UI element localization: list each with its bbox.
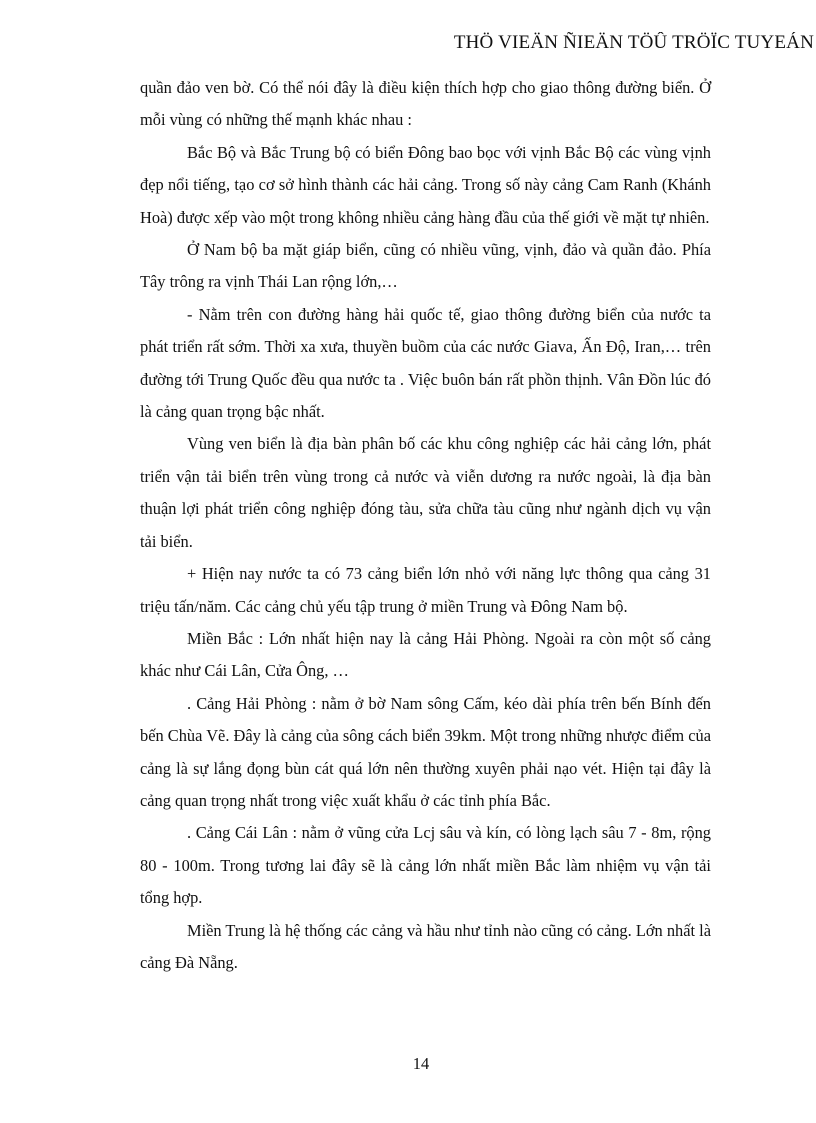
document-body [140,72,711,979]
paragraph: . Cảng Hải Phòng : nằm ở bờ Nam sông Cấm, kéo dài phía trên bến Bính đến bến Chùa Vẽ. Đây là cảng của sông cách biển 39km. Một trong những nhược điểm của cảng là sự lắng đọng bùn cát quá lớn nên thường xuyên phải nạo vét. Hiện tại đây là cảng quan trọng nhất trong việc xuất khẩu ở các tỉnh phía Bắc. [140,693,711,810]
paragraph: quần đảo ven bờ. Có thể nói đây là điều kiện thích hợp cho giao thông đường biển. Ở mỗi vùng có những thế mạnh khác nhau : [140,78,711,130]
page-number: 14 [412,1054,430,1073]
paragraph: Bắc Bộ và Bắc Trung bộ có biển Đông bao bọc với vịnh Bắc Bộ các vùng vịnh đẹp nổi tiếng, tạo cơ sở hình thành các hải cảng. Trong số này cảng Cam Ranh (Khánh Hoà) được xếp vào một trong không nhiều cảng hàng đầu của thế giới về mặt tự nhiên. [140,142,711,227]
paragraph: Vùng ven biển là địa bàn phân bố các khu công nghiệp các hải cảng lớn, phát triển vận tải biển trên vùng trong cả nước và viễn dương ra nước ngoài, là địa bàn thuận lợi phát triển công nghiệp đóng tàu, sửa chữa tàu cũng như ngành dịch vụ vận tải biển. [140,434,711,551]
paragraph: Miền Trung là hệ thống các cảng và hầu như tỉnh nào cũng có cảng. Lớn nhất là cảng Đà Nẵng. [140,920,711,972]
paragraph: + Hiện nay nước ta có 73 cảng biển lớn nhỏ với năng lực thông qua cảng 31 triệu tấn/năm. Các cảng chủ yếu tập trung ở miền Trung và Đông Nam bộ. [140,564,711,616]
paragraph: . Cảng Cái Lân : nằm ở vũng cửa Lcj sâu và kín, có lòng lạch sâu 7 - 8m, rộng 80 - 100m. Trong tương lai đây sẽ là cảng lớn nhất miền Bắc làm nhiệm vụ vận tải tổng hợp. [140,823,711,908]
paragraph: Miền Bắc : Lớn nhất hiện nay là cảng Hải Phòng. Ngoài ra còn một số cảng khác như Cái Lân, Cửa Ông, … [140,628,711,681]
paragraph: Ở Nam bộ ba mặt giáp biển, cũng có nhiều vũng, vịnh, đảo và quần đảo. Phía Tây trông ra vịnh Thái Lan rộng lớn,… [140,240,711,292]
paragraph: - Nằm trên con đường hàng hải quốc tế, giao thông đường biển của nước ta phát triển rất sớm. Thời xa xưa, thuyền buồm của các nước Giava, Ấn Độ, Iran,… trên đường tới Trung Quốc đều qua nước ta . Việc buôn bán rất phồn thịnh. Vân Đồn lúc đó là cảng quan trọng bậc nhất. [140,304,711,422]
page-header: THÖ VIEÄN ÑIEÄN TÖÛ TRÖÏC TUYEÁN [453,32,814,53]
